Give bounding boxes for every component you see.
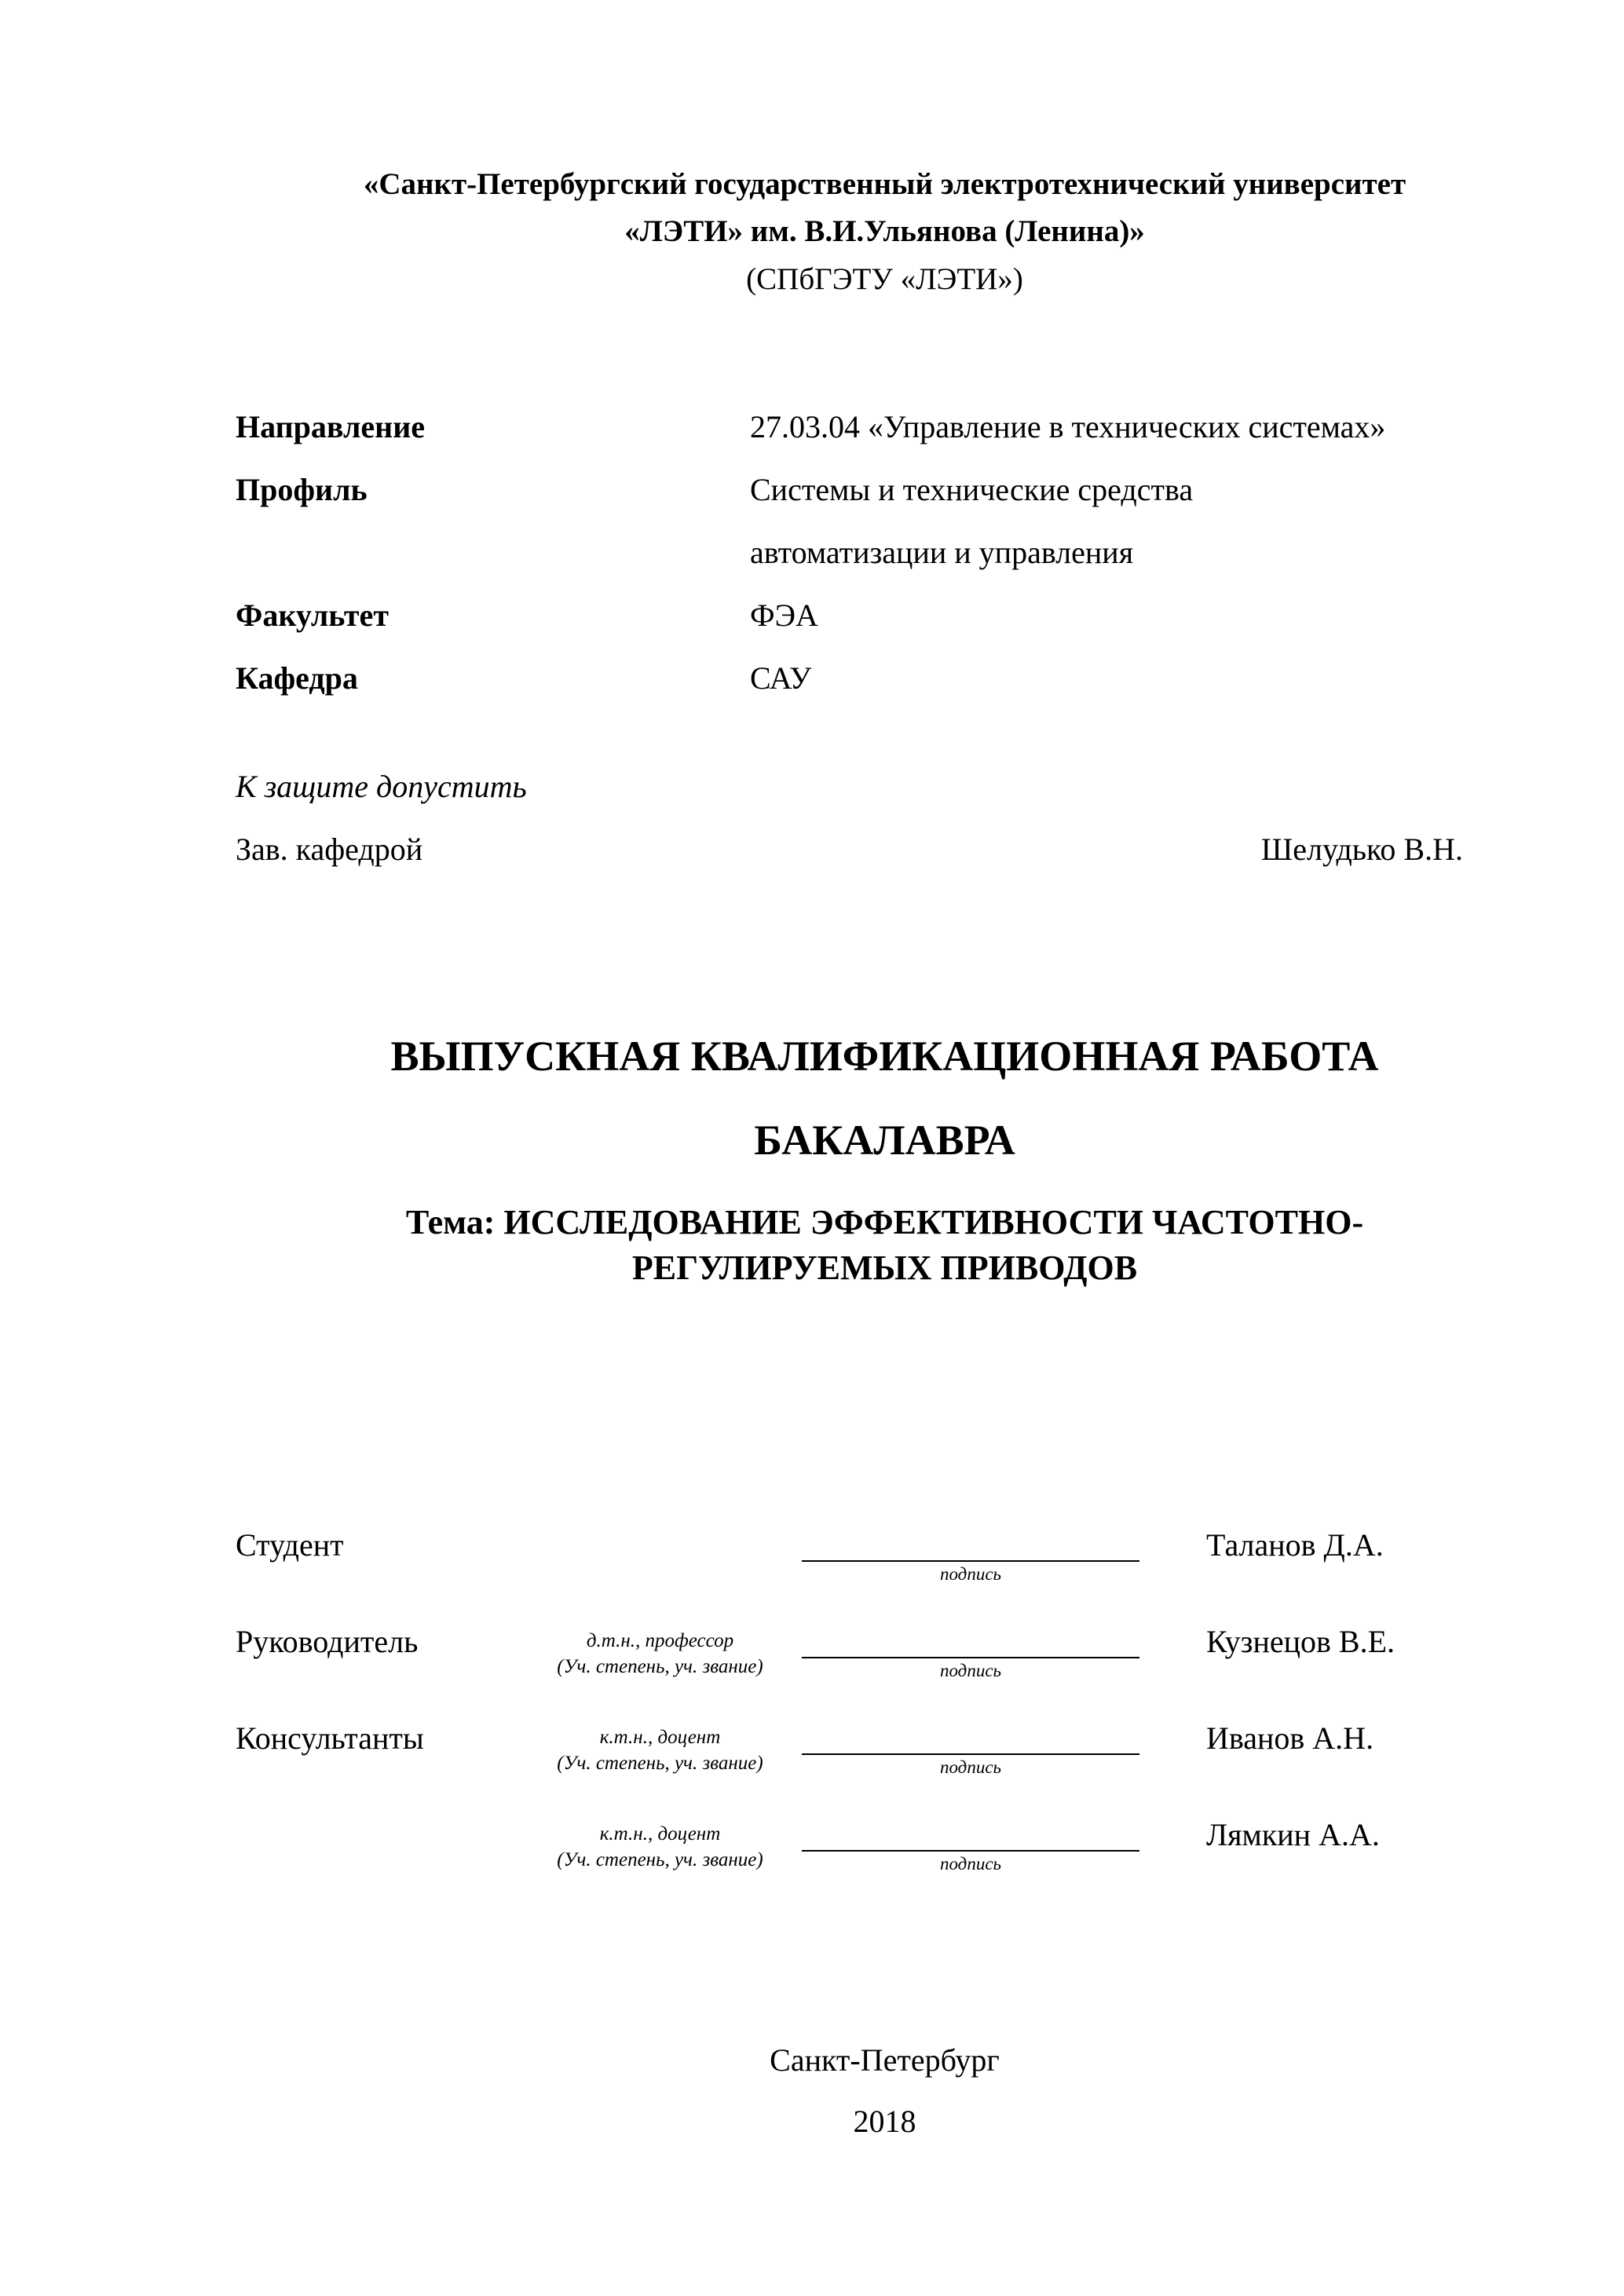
signatory-degree bbox=[518, 1720, 802, 1776]
signatures-block bbox=[236, 1526, 1534, 1877]
degree-note: (Уч. степень, уч. звание) bbox=[557, 1656, 763, 1678]
signature-line bbox=[802, 1720, 1139, 1755]
direction-value: 27.03.04 «Управление в технических системах» bbox=[750, 409, 1386, 445]
department-label: Кафедра bbox=[236, 660, 358, 696]
signature-area bbox=[802, 1816, 1139, 1877]
signature-caption: подпись bbox=[939, 1661, 1001, 1681]
signature-row-consultant-2 bbox=[236, 1816, 1534, 1877]
direction-label: Направление bbox=[236, 409, 425, 445]
admit-to-defense-line: К защите допустить bbox=[236, 769, 527, 805]
profile-value-line2: автоматизации и управления bbox=[750, 535, 1134, 571]
theme-line1: Тема: ИССЛЕДОВАНИЕ ЭФФЕКТИВНОСТИ ЧАСТОТНО- bbox=[405, 1203, 1364, 1242]
year-line: 2018 bbox=[853, 2104, 916, 2140]
signature-area bbox=[802, 1720, 1139, 1780]
faculty-label: Факультет bbox=[236, 598, 389, 634]
signature-area bbox=[802, 1526, 1139, 1587]
signatory-degree bbox=[518, 1526, 802, 1531]
department-head-row bbox=[236, 818, 1534, 881]
approval-block bbox=[236, 755, 1534, 881]
degree-title: к.т.н., доцент bbox=[599, 1727, 721, 1749]
work-title-line1: ВЫПУСКНАЯ КВАЛИФИКАЦИОННАЯ РАБОТА bbox=[390, 1033, 1379, 1080]
signature-row-consultant-1 bbox=[236, 1720, 1534, 1780]
signature-row-supervisor bbox=[236, 1623, 1534, 1684]
university-name-line2: «ЛЭТИ» им. В.И.Ульянова (Ленина)» bbox=[624, 214, 1145, 249]
signature-line bbox=[802, 1623, 1139, 1658]
profile-value bbox=[750, 459, 1534, 584]
city-line: Санкт-Петербург bbox=[770, 2042, 1000, 2078]
degree-note: (Уч. степень, уч. звание) bbox=[557, 1849, 763, 1871]
signatory-role: Студент bbox=[236, 1527, 344, 1563]
signatory-role: Руководитель bbox=[236, 1624, 419, 1660]
signature-caption: подпись bbox=[939, 1854, 1001, 1874]
signatory-role: Консультанты bbox=[236, 1720, 424, 1757]
signatory-degree bbox=[518, 1816, 802, 1873]
university-header bbox=[236, 161, 1534, 303]
university-abbreviation: (СПбГЭТУ «ЛЭТИ») bbox=[746, 261, 1023, 296]
signature-area bbox=[802, 1623, 1139, 1684]
department-head-label: Зав. кафедрой bbox=[236, 832, 423, 868]
profile-value-line1: Системы и технические средства bbox=[750, 472, 1194, 508]
footer-block bbox=[236, 2030, 1534, 2152]
theme-line2: РЕГУЛИРУЕМЫХ ПРИВОДОВ bbox=[631, 1249, 1138, 1288]
degree-title: к.т.н., доцент bbox=[599, 1823, 721, 1845]
department-head-name: Шелудько В.Н. bbox=[1260, 832, 1463, 868]
signature-caption: подпись bbox=[939, 1564, 1001, 1585]
signature-line bbox=[802, 1526, 1139, 1562]
program-info-block bbox=[236, 396, 1534, 710]
signatory-name: Кузнецов В.Е. bbox=[1206, 1624, 1395, 1660]
university-name-line1: «Санкт-Петербургский государственный электротехнический университет bbox=[363, 167, 1406, 201]
signatory-name: Таланов Д.А. bbox=[1206, 1527, 1384, 1563]
profile-label: Профиль bbox=[236, 472, 368, 508]
work-title-block bbox=[236, 1015, 1534, 1291]
degree-note: (Уч. степень, уч. звание) bbox=[557, 1753, 763, 1775]
signatory-name: Иванов А.Н. bbox=[1206, 1720, 1374, 1757]
faculty-value: ФЭА bbox=[750, 598, 818, 634]
signatory-degree bbox=[518, 1623, 802, 1680]
degree-title: д.т.н., профессор bbox=[586, 1630, 734, 1652]
department-value: САУ bbox=[750, 660, 812, 696]
signature-row-student bbox=[236, 1526, 1534, 1587]
signature-caption: подпись bbox=[939, 1757, 1001, 1778]
signatory-name: Лямкин А.А. bbox=[1206, 1817, 1380, 1853]
work-title-line2: БАКАЛАВРА bbox=[754, 1117, 1015, 1164]
signature-line bbox=[802, 1816, 1139, 1852]
